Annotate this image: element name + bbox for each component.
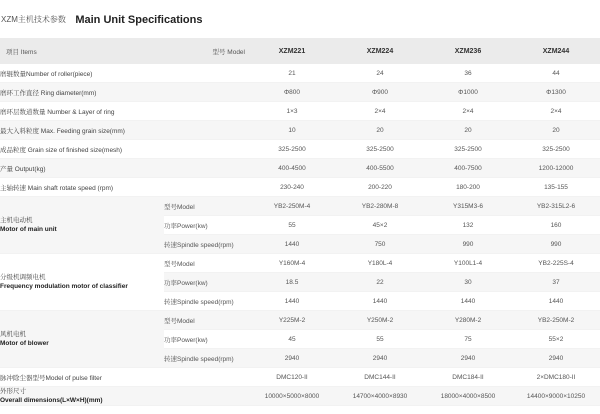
table-cell: 20 — [336, 121, 424, 140]
table-cell: 1440 — [424, 292, 512, 311]
sub-label: 转速Spindle speed(rpm) — [164, 292, 248, 311]
sub-label: 转速Spindle speed(rpm) — [164, 349, 248, 368]
table-cell: 55 — [336, 330, 424, 349]
table-cell: 14400×9000×10250 — [512, 387, 600, 406]
group-label-en: Frequency modulation motor of classifier — [0, 283, 128, 290]
table-cell: 2×4 — [336, 102, 424, 121]
table-cell: YB2-250M-4 — [248, 197, 336, 216]
sub-label: 型号Model — [164, 254, 248, 273]
table-cell: 135-155 — [512, 178, 600, 197]
header-model-name: XZM224 — [336, 38, 424, 64]
table-cell: 990 — [512, 235, 600, 254]
table-row — [0, 197, 600, 216]
table-cell: 14700×4000×8930 — [336, 387, 424, 406]
table-cell: 200-220 — [336, 178, 424, 197]
table-cell: 20 — [424, 121, 512, 140]
table-cell: 1200-12000 — [512, 159, 600, 178]
table-row — [0, 140, 600, 159]
table-cell: 325-2500 — [424, 140, 512, 159]
table-cell: 132 — [424, 216, 512, 235]
table-cell: Φ1000 — [424, 83, 512, 102]
table-cell: 2×4 — [512, 102, 600, 121]
table-cell: 55×2 — [512, 330, 600, 349]
header-model-name: XZM236 — [424, 38, 512, 64]
sub-label: 型号Model — [164, 311, 248, 330]
table-cell: 1440 — [336, 292, 424, 311]
group-label — [0, 197, 164, 254]
row-label: 脉冲除尘器型号Model of pulse filter — [0, 368, 248, 387]
table-cell: Y250M-2 — [336, 311, 424, 330]
table-cell: 325-2500 — [512, 140, 600, 159]
table-row — [0, 102, 600, 121]
table-cell: 2940 — [512, 349, 600, 368]
table-cell: YB2-250M-2 — [512, 311, 600, 330]
table-cell: 325-2500 — [248, 140, 336, 159]
table-cell: Y100L1-4 — [424, 254, 512, 273]
table-cell: YB2-280M-8 — [336, 197, 424, 216]
header-model-name: XZM244 — [512, 38, 600, 64]
sub-label: 功率Power(kw) — [164, 273, 248, 292]
group-label-cn: 分级机调频电机 — [0, 274, 46, 281]
table-cell: 75 — [424, 330, 512, 349]
table-cell: 45 — [248, 330, 336, 349]
table-cell: 2940 — [424, 349, 512, 368]
table-cell: DMC144-II — [336, 368, 424, 387]
table-cell: 45×2 — [336, 216, 424, 235]
group-label-en: Motor of blower — [0, 340, 49, 347]
table-cell: 18000×4000×8500 — [424, 387, 512, 406]
row-label: 磨辊数量Number of roller(piece) — [0, 64, 248, 83]
table-cell: Φ900 — [336, 83, 424, 102]
dimensions-label-en: Overall dimensions(L×W×H)(mm) — [0, 397, 103, 404]
table-cell: 18.5 — [248, 273, 336, 292]
header-items: 项目 Items — [0, 38, 164, 64]
table-cell: Φ1300 — [512, 83, 600, 102]
table-row — [0, 254, 600, 273]
table-cell: 1440 — [512, 292, 600, 311]
table-cell: 44 — [512, 64, 600, 83]
table-row — [0, 178, 600, 197]
sub-label: 功率Power(kw) — [164, 216, 248, 235]
table-cell: 750 — [336, 235, 424, 254]
table-cell: 1440 — [248, 235, 336, 254]
table-cell: 36 — [424, 64, 512, 83]
table-cell: 230-240 — [248, 178, 336, 197]
header-model: 型号 Model — [164, 38, 248, 64]
table-cell: 24 — [336, 64, 424, 83]
row-label: 产量 Output(kg) — [0, 159, 248, 178]
specifications-table — [0, 38, 600, 406]
table-cell: YB2-225S-4 — [512, 254, 600, 273]
table-row — [0, 64, 600, 83]
table-cell: 2×4 — [424, 102, 512, 121]
table-cell: 10000×5000×8000 — [248, 387, 336, 406]
table-cell: Y280M-2 — [424, 311, 512, 330]
table-cell: 1×3 — [248, 102, 336, 121]
table-row — [0, 368, 600, 387]
row-label: 最大入料粒度 Max. Feeding grain size(mm) — [0, 121, 248, 140]
table-cell: Φ800 — [248, 83, 336, 102]
row-label: 成品粒度 Grain size of finished size(mesh) — [0, 140, 248, 159]
table-cell: 2×DMC180-II — [512, 368, 600, 387]
table-cell: Y225M-2 — [248, 311, 336, 330]
table-cell: 400-7500 — [424, 159, 512, 178]
title-chinese: XZM主机技术参数 — [1, 15, 66, 25]
table-header-row — [0, 38, 600, 64]
table-row — [0, 121, 600, 140]
table-row — [0, 159, 600, 178]
table-cell: 22 — [336, 273, 424, 292]
table-cell: DMC184-II — [424, 368, 512, 387]
sub-label: 型号Model — [164, 197, 248, 216]
table-cell: 30 — [424, 273, 512, 292]
table-cell: 990 — [424, 235, 512, 254]
row-label: 磨环工作直径 Ring diameter(mm) — [0, 83, 248, 102]
table-cell: Y315M3-6 — [424, 197, 512, 216]
table-cell: 37 — [512, 273, 600, 292]
table-cell: 400-4500 — [248, 159, 336, 178]
group-label-cn: 主机电动机 — [0, 217, 33, 224]
table-cell: 2940 — [248, 349, 336, 368]
title-english: Main Unit Specifications — [75, 13, 203, 26]
table-cell: 1440 — [248, 292, 336, 311]
table-cell: 55 — [248, 216, 336, 235]
table-cell: YB2-315L2-6 — [512, 197, 600, 216]
table-cell: Y160M-4 — [248, 254, 336, 273]
group-label — [0, 254, 164, 311]
page-title — [0, 11, 600, 27]
group-label-en: Motor of main unit — [0, 226, 57, 233]
table-cell: 2940 — [336, 349, 424, 368]
row-label — [0, 387, 248, 406]
table-cell: 400-5500 — [336, 159, 424, 178]
table-cell: 325-2500 — [336, 140, 424, 159]
row-label: 主轴转速 Main shaft rotate speed (rpm) — [0, 178, 248, 197]
sub-label: 功率Power(kw) — [164, 330, 248, 349]
table-cell: 160 — [512, 216, 600, 235]
row-label: 磨环层数道数量 Number & Layer of ring — [0, 102, 248, 121]
table-cell: 180-200 — [424, 178, 512, 197]
table-cell: 21 — [248, 64, 336, 83]
group-label — [0, 311, 164, 368]
table-cell: Y180L-4 — [336, 254, 424, 273]
dimensions-label-cn: 外形尺寸 — [0, 388, 26, 395]
table-cell: 20 — [512, 121, 600, 140]
table-cell: DMC120-II — [248, 368, 336, 387]
table-cell: 10 — [248, 121, 336, 140]
table-row — [0, 311, 600, 330]
sub-label: 转速Spindle speed(rpm) — [164, 235, 248, 254]
header-model-name: XZM221 — [248, 38, 336, 64]
table-row — [0, 387, 600, 406]
table-row — [0, 83, 600, 102]
group-label-cn: 风机电机 — [0, 331, 26, 338]
